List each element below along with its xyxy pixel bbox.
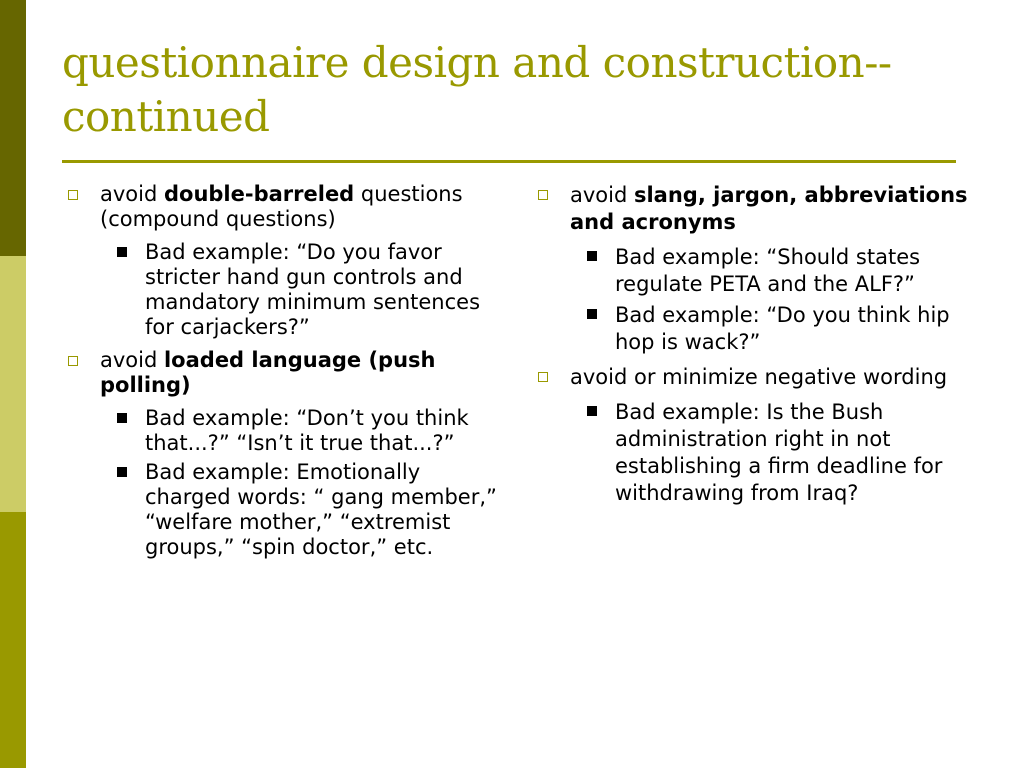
hollow-square-bullet-icon: [68, 190, 78, 200]
sidebar-stripe-dark: [0, 0, 26, 256]
sub-bullet-item: Bad example: “Don’t you think that...?” “Isn’t it true that...?”: [62, 406, 502, 456]
bullet-emphasis: loaded language (push polling): [100, 348, 436, 397]
filled-square-bullet-icon: [117, 413, 127, 423]
slide-title: questionnaire design and construction--continued: [62, 38, 892, 141]
sidebar-stripe-mid: [0, 512, 26, 768]
hollow-square-bullet-icon: [68, 356, 78, 366]
filled-square-bullet-icon: [587, 309, 597, 319]
filled-square-bullet-icon: [117, 247, 127, 257]
filled-square-bullet-icon: [587, 251, 597, 261]
sub-bullet-item: Bad example: “Should states regulate PETA and the ALF?”: [532, 244, 972, 298]
sub-bullet-item: Bad example: Is the Bush administration right in not establishing a firm deadline for withdrawing from Iraq?: [532, 399, 972, 507]
bullet-item: avoid loaded language (push polling): [62, 348, 502, 398]
sub-bullet-item: Bad example: “Do you favor stricter hand gun controls and mandatory minimum sentences for carjackers?”: [62, 240, 502, 340]
filled-square-bullet-icon: [117, 467, 127, 477]
bullet-item: avoid double-barreled questions (compound questions): [62, 182, 502, 232]
bullet-item: avoid or minimize negative wording: [532, 364, 972, 391]
sidebar-stripe-light: [0, 256, 26, 512]
hollow-square-bullet-icon: [538, 372, 548, 382]
sub-bullet-item: Bad example: Emotionally charged words: “ gang member,” “welfare mother,” “extremist groups,” “spin doctor,” etc.: [62, 460, 502, 560]
title-underline: [62, 160, 956, 163]
filled-square-bullet-icon: [587, 406, 597, 416]
sub-bullet-item: Bad example: “Do you think hip hop is wack?”: [532, 302, 972, 356]
hollow-square-bullet-icon: [538, 190, 548, 200]
bullet-item: avoid slang, jargon, abbreviations and acronyms: [532, 182, 972, 236]
right-column: [532, 182, 972, 515]
bullet-emphasis: double-barreled: [163, 182, 355, 206]
bullet-emphasis: slang, jargon, abbreviations and acronyms: [570, 183, 968, 234]
left-column: [62, 182, 502, 568]
